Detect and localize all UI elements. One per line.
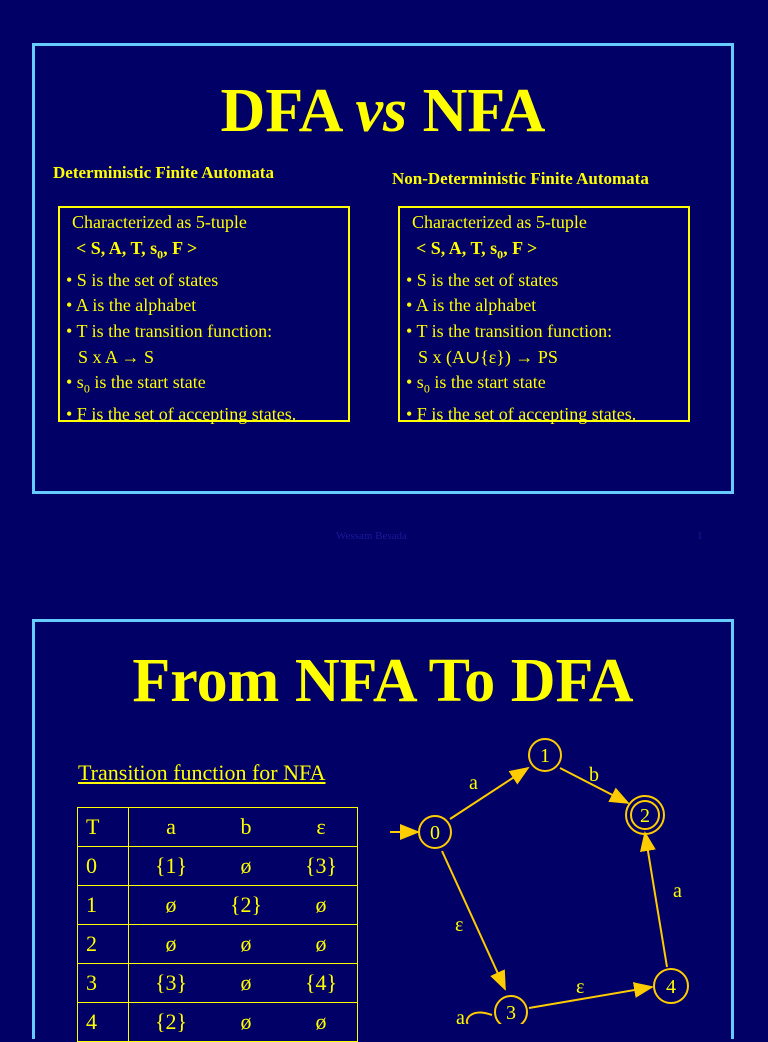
table-value: {1} [154,853,188,878]
nfa-line-8: • F is the set of accepting states. [406,404,637,425]
edge-4-2 [645,833,667,967]
nfa-line-5: • T is the transition function: [406,320,613,341]
table-value: b [240,814,252,839]
svg-text:0: 0 [430,822,440,844]
nfa-line-2: < S, A, T, $s_0$, F > [416,237,538,262]
dfa-heading: Deterministic Finite Automata [53,163,274,182]
edge-3-3-loop [467,1013,492,1024]
table-value: ø [315,892,327,917]
table-row [78,847,358,886]
state-3 [495,996,527,1024]
nfa-line-1: Characterized as 5-tuple [412,212,587,232]
table-header-row [78,808,358,847]
svg-text:2: 2 [640,805,650,827]
slide-1-frame [32,43,734,494]
label-edge-4-2: a [673,880,682,902]
dfa-line-4: • A is the alphabet [66,295,197,316]
table-values-cell [129,1003,358,1042]
label-edge-3-4: ε [576,976,585,998]
table-state-cell: 4 [78,1003,129,1042]
slide-2-title: From NFA To DFA [132,647,634,715]
nfa-state-diagram [380,725,710,1024]
table-row [78,925,358,964]
dfa-definition-box [58,206,350,425]
label-edge-0-3: ε [455,914,464,936]
table-state-cell: 1 [78,886,129,925]
table-value: ø [240,853,252,878]
table-state-cell: 3 [78,964,129,1003]
table-values-cell [129,808,358,847]
table-values-cell [129,964,358,1003]
dfa-line-7: • $s_0$ is the start state [66,372,206,396]
table-value: {3} [154,970,188,995]
table-value: ε [316,814,326,839]
dfa-line-8: • F is the set of accepting states. [66,404,297,425]
nfa-line-7: • $s_0$ is the start state [406,372,546,396]
slide-1-title: DFA vs NFA [220,77,546,145]
table-value: ø [240,970,252,995]
table-value: ø [315,1009,327,1034]
table-value: {3} [304,853,338,878]
table-value: ø [240,1009,252,1034]
state-4 [654,969,688,1003]
svg-text:1: 1 [540,745,550,767]
state-2-accepting [626,796,664,834]
label-edge-3-3: a [456,1007,465,1024]
svg-text:4: 4 [666,976,676,998]
table-values-cell [129,847,358,886]
edge-0-1 [450,768,528,819]
table-value: a [166,814,176,839]
table-value: ø [315,931,327,956]
table-row [78,1003,358,1042]
dfa-line-6: S x A → S [78,346,155,367]
svg-text:3: 3 [506,1002,516,1024]
title-vs: vs [355,77,408,145]
nfa-line-6: S x (A∪{ε}) → PS [418,346,558,367]
nfa-line-3: • S is the set of states [406,269,559,290]
table-row [78,886,358,925]
table-values-cell [129,886,358,925]
footer-page-number: 1 [697,530,703,542]
dfa-line-5: • T is the transition function: [66,320,273,341]
table-value: {4} [304,970,338,995]
table-state-cell: 0 [78,847,129,886]
nfa-heading: Non-Deterministic Finite Automata [392,169,649,188]
nfa-line-4: • A is the alphabet [406,295,537,316]
table-state-cell: T [78,808,129,847]
edge-3-4 [529,987,652,1008]
dfa-line-2: < S, A, T, $s_0$, F > [76,237,198,262]
table-value: {2} [229,892,263,917]
table-row [78,964,358,1003]
dfa-line-1: Characterized as 5-tuple [72,212,247,232]
state-1 [529,739,561,771]
footer-author: Wessam Besada [336,530,407,542]
label-edge-0-1: a [469,772,478,794]
table-caption: Transition function for NFA [78,760,326,785]
table-value: {2} [154,1009,188,1034]
label-edge-1-2: b [589,764,599,786]
nfa-definition-box [398,206,690,425]
dfa-line-3: • S is the set of states [66,269,219,290]
table-value: ø [165,931,177,956]
table-value: ø [165,892,177,917]
table-state-cell: 2 [78,925,129,964]
transition-table [77,807,358,1042]
table-values-cell [129,925,358,964]
edge-0-3 [442,851,505,989]
state-0 [419,816,451,848]
table-value: ø [240,931,252,956]
